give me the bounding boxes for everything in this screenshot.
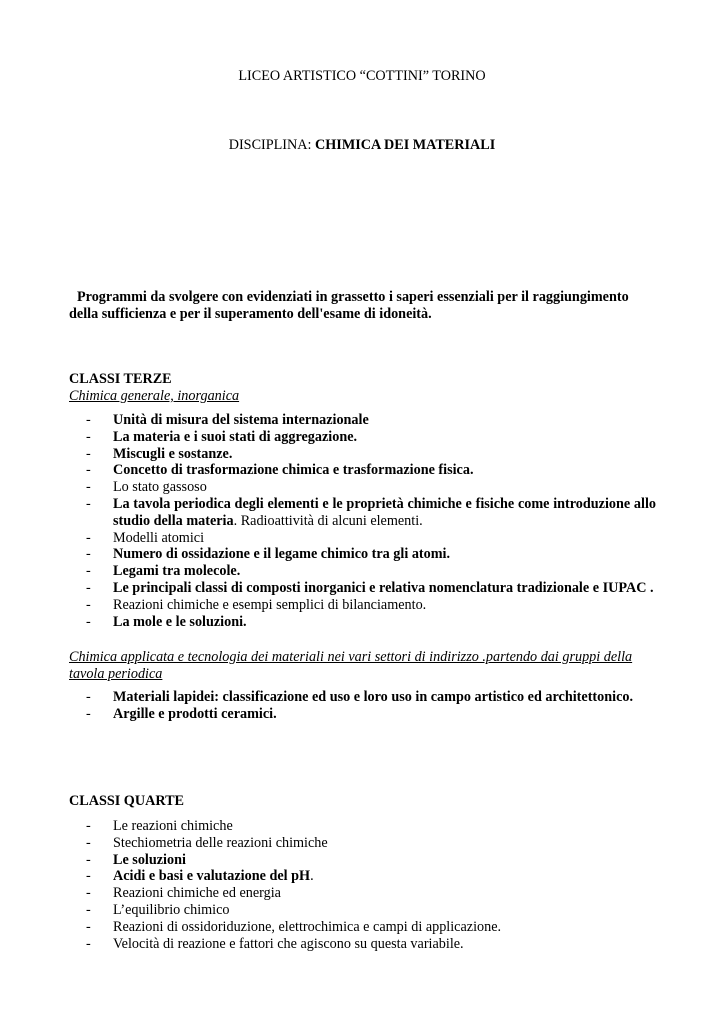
list-item: - L’equilibrio chimico: [86, 901, 230, 918]
list-item: - Materiali lapidei: classificazione ed uso e loro uso in campo artistico ed architettonico.: [86, 689, 634, 705]
dash-bullet: -: [86, 445, 91, 462]
list-item: - Le soluzioni: [86, 851, 186, 868]
section-title-terze: CLASSI TERZE: [69, 371, 172, 387]
dash-bullet: -: [86, 579, 91, 596]
list-item: - Argille e prodotti ceramici.: [86, 705, 277, 722]
dash-bullet: -: [86, 901, 91, 918]
dash-bullet: -: [86, 495, 91, 512]
subtitle-chimica-applicata: Chimica applicata e tecnologia dei materiali nei vari settori di indirizzo .partendo dai gruppi della tavola periodica: [69, 649, 633, 682]
list-item: - Lo stato gassoso: [86, 479, 207, 496]
list-item: - Reazioni di ossidoriduzione, elettrochimica e campi di applicazione.: [86, 918, 502, 935]
dash-bullet: -: [86, 428, 91, 445]
discipline-label: DISCIPLINA:: [228, 137, 312, 153]
dash-bullet: -: [86, 412, 91, 428]
dash-bullet: -: [86, 613, 91, 630]
dash-bullet: -: [86, 529, 91, 546]
intro-paragraph: Programmi da svolgere con evidenziati in grassetto i saperi essenziali per il raggiungimento della sufficienza e per il superamento dell'esame di idoneità.: [69, 289, 629, 322]
dash-bullet: -: [86, 834, 91, 851]
list-item: - Acidi e basi e valutazione del pH.: [86, 868, 314, 885]
list-item: - Numero di ossidazione e il legame chimico tra gli atomi.: [86, 546, 451, 563]
dash-bullet: -: [86, 689, 91, 705]
dash-bullet: -: [86, 563, 91, 580]
dash-bullet: -: [86, 868, 91, 885]
school-title: LICEO ARTISTICO “COTTINI” TORINO: [238, 68, 486, 84]
dash-bullet: -: [86, 705, 91, 722]
discipline-name: CHIMICA DEI MATERIALI: [315, 137, 496, 153]
list-item: - Reazioni chimiche ed energia: [86, 885, 281, 902]
list-item: - Le principali classi di composti inorganici e relativa nomenclatura tradizionale e IUPAC .: [86, 579, 654, 596]
section-title-quarte: CLASSI QUARTE: [69, 793, 185, 809]
list-item: - Le reazioni chimiche: [86, 818, 233, 834]
list-item: - La mole e le soluzioni.: [86, 613, 247, 630]
list-item: - Stechiometria delle reazioni chimiche: [86, 834, 328, 851]
terze-topic-list: [86, 412, 656, 630]
list-item: - Miscugli e sostanze.: [86, 445, 233, 462]
dash-bullet: -: [86, 479, 91, 496]
dash-bullet: -: [86, 546, 91, 563]
terze-materials-list: [86, 689, 656, 723]
dash-bullet: -: [86, 935, 91, 952]
dash-bullet: -: [86, 818, 91, 834]
list-item: - Reazioni chimiche e esempi semplici di bilanciamento.: [86, 596, 427, 613]
quarte-topic-list: [86, 818, 656, 952]
dash-bullet: -: [86, 851, 91, 868]
list-item: - Unità di misura del sistema internazionale: [86, 412, 369, 428]
list-item: - Concetto di trasformazione chimica e trasformazione fisica.: [86, 462, 474, 479]
dash-bullet: -: [86, 885, 91, 902]
subtitle-chimica-generale: Chimica generale, inorganica: [69, 388, 240, 404]
dash-bullet: -: [86, 462, 91, 479]
list-item: - La materia e i suoi stati di aggregazione.: [86, 428, 358, 445]
list-item: - Velocità di reazione e fattori che agiscono su questa variabile.: [86, 935, 464, 952]
dash-bullet: -: [86, 596, 91, 613]
discipline-line: [0, 137, 724, 154]
dash-bullet: -: [86, 918, 91, 935]
list-item: - Legami tra molecole.: [86, 563, 241, 580]
list-item: - La tavola periodica degli elementi e le proprietà chimiche e fisiche come introduzione allo studio della materia. Radioattività di alcuni elementi.: [86, 495, 656, 529]
list-item: - Modelli atomici: [86, 529, 205, 546]
